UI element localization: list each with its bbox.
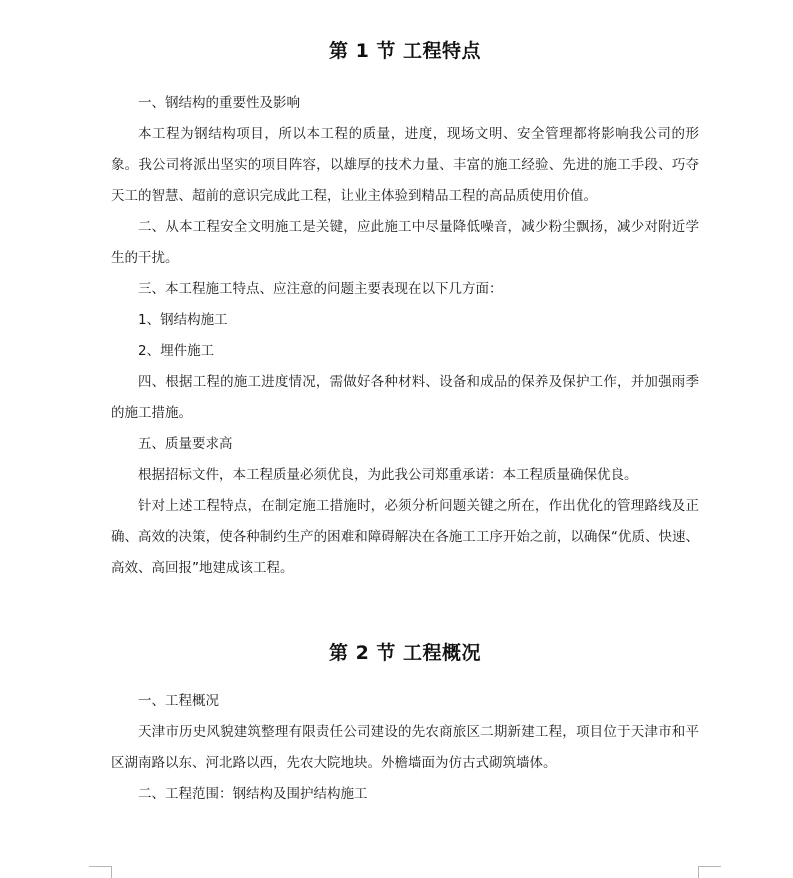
s2-heading-overview: 一、工程概况: [138, 693, 219, 709]
page-corner-mark-right: [698, 866, 721, 878]
s1-paragraph-safety: 二、从本工程安全文明施工是关键，应此施工中尽量降低噪音，减少粉尘飘扬，减少对附近学生的干扰。: [111, 219, 699, 266]
document-body: [111, 34, 699, 810]
s1-list-item-embedded: 2、埋件施工: [138, 343, 215, 359]
s1-paragraph-conclusion: 针对上述工程特点，在制定施工措施时，必须分析问题关键之所在，作出优化的管理路线及正确、高效的决策，使各种制约生产的困难和障碍解决在各施工工序开始之前，以确保“优质、快速、高效、高回报”地建成该工程。: [111, 498, 699, 576]
s2-paragraph-overview: 天津市历史风貌建筑整理有限责任公司建设的先农商旅区二期新建工程，项目位于天津市和平区湖南路以东、河北路以西，先农大院地块。外檐墙面为仿古式砌筑墙体。: [111, 724, 699, 771]
s1-paragraph-project-intro: 本工程为钢结构项目，所以本工程的质量，进度，现场文明、安全管理都将影响我公司的形象。我公司将派出坚实的项目阵容，以雄厚的技术力量、丰富的施工经验、先进的施工手段、巧夺天工的智慧、超前的意识完成此工程，让业主体验到精品工程的高品质使用价值。: [111, 126, 699, 204]
section-1-title: 第 1 节 工程特点: [328, 40, 482, 62]
s1-list-item-steel: 1、钢结构施工: [138, 312, 228, 328]
section-2-title: 第 2 节 工程概况: [328, 642, 482, 664]
s1-heading-quality: 五、质量要求高: [138, 436, 233, 452]
s1-paragraph-protection: 四、根据工程的施工进度情况，需做好各种材料、设备和成品的保养及保护工作，并加强雨季的施工措施。: [111, 374, 699, 421]
page-corner-mark-left: [89, 866, 112, 878]
s1-paragraph-features-intro: 三、本工程施工特点、应注意的问题主要表现在以下几方面：: [138, 281, 503, 297]
s1-paragraph-quality-commitment: 根据招标文件，本工程质量必须优良，为此我公司郑重承诺：本工程质量确保优良。: [138, 467, 638, 483]
s2-paragraph-scope: 二、工程范围：钢结构及围护结构施工: [138, 786, 368, 802]
s1-heading-steel-importance: 一、钢结构的重要性及影响: [138, 95, 300, 111]
